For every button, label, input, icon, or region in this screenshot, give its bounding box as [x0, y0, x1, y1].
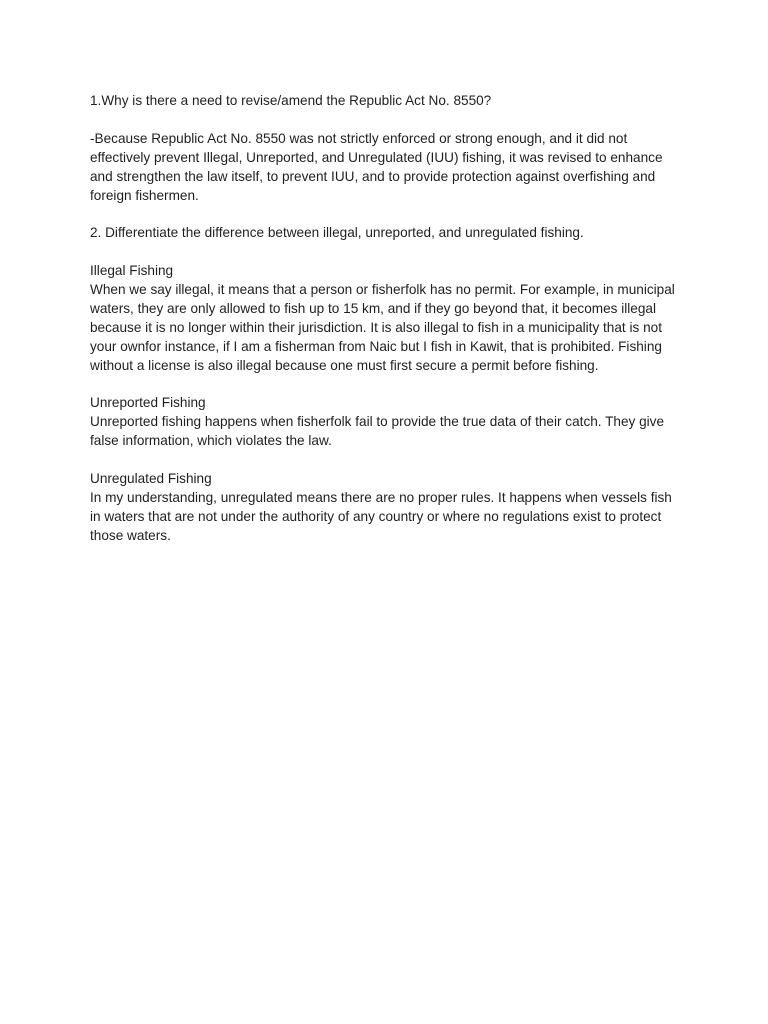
- section-illegal-fishing: [90, 262, 680, 375]
- answer-1: -Because Republic Act No. 8550 was not strictly enforced or strong enough, and it did not effectively prevent Illegal, Unreported, and Unregulated (IUU) fishing, it was revised to enhance and strengthen the law itself, to prevent IUU, and to provide protection against overfishing and foreign fishermen.: [90, 130, 663, 203]
- section-unreported-fishing: [90, 394, 680, 451]
- section-body: In my understanding, unregulated means there are no proper rules. It happens when vessels fish in waters that are not under the authority of any country or where no regulations exist to protect those waters.: [90, 489, 672, 543]
- section-body: When we say illegal, it means that a person or fisherfolk has no permit. For example, in municipal waters, they are only allowed to fish up to 15 km, and if they go beyond that, it becomes illegal because it is no longer within their jurisdiction. It is also illegal to fish in a municipality that is not your ownfor instance, if I am a fisherman from Naic but I fish in Kawit, that is prohibited. Fishing without a license is also illegal because one must first secure a permit before fishing.: [90, 282, 675, 373]
- section-unregulated-fishing: [90, 470, 680, 546]
- question-1: 1.Why is there a need to revise/amend the Republic Act No. 8550?: [90, 93, 492, 108]
- question-2: 2. Differentiate the difference between illegal, unreported, and unregulated fishing.: [90, 225, 584, 241]
- document-body: [90, 92, 680, 565]
- section-body: Unreported fishing happens when fisherfolk fail to provide the true data of their catch. They give false information, which violates the law.: [90, 414, 665, 449]
- section-heading: Unregulated Fishing: [90, 471, 212, 487]
- section-heading: Unreported Fishing: [90, 395, 206, 411]
- section-heading: Illegal Fishing: [90, 263, 174, 279]
